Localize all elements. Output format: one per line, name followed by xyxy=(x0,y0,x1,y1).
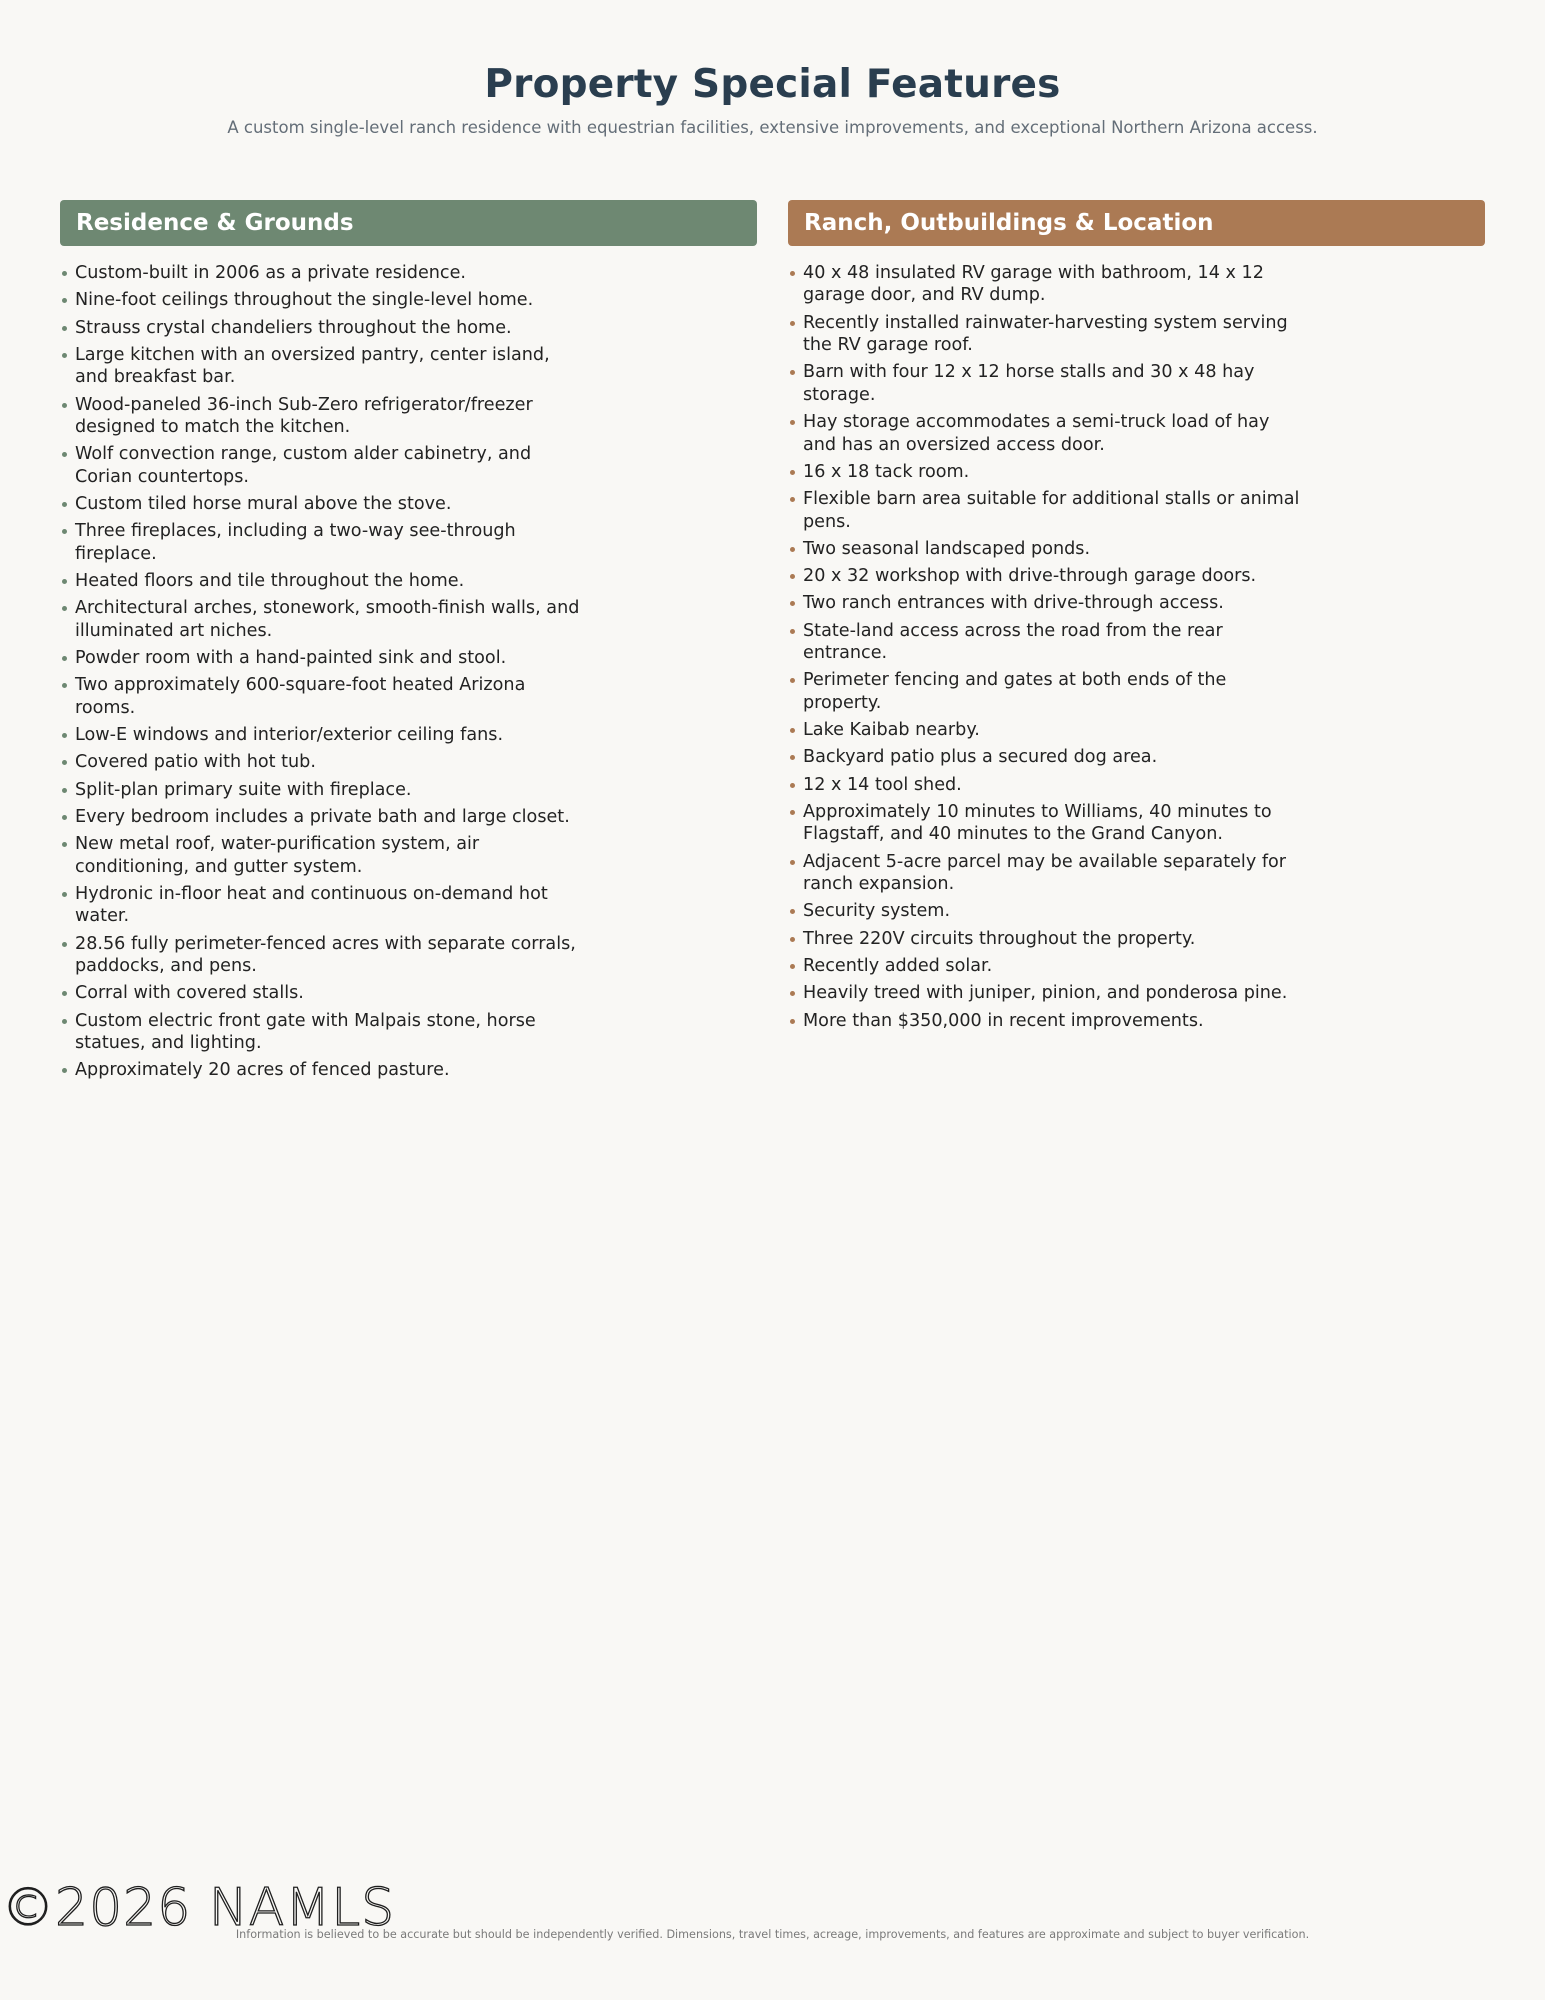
feature-list-item: State-land access across the road from the rear entrance. xyxy=(788,620,1308,665)
feature-list-item: 12 x 14 tool shed. xyxy=(788,774,1308,796)
feature-list-item: 16 x 18 tack room. xyxy=(788,461,1308,483)
page-header xyxy=(0,62,1545,137)
ranch-heading: Ranch, Outbuildings & Location xyxy=(788,200,1485,246)
feature-list-item: Heated floors and tile throughout the home. xyxy=(60,570,580,592)
feature-list-item: New metal roof, water-purification system, air conditioning, and gutter system. xyxy=(60,833,580,878)
feature-list-item: Perimeter fencing and gates at both ends of the property. xyxy=(788,669,1308,714)
feature-list-item: Two seasonal landscaped ponds. xyxy=(788,538,1308,560)
residence-heading: Residence & Grounds xyxy=(60,200,757,246)
residence-list xyxy=(60,262,757,1082)
namls-watermark: ©2026 NAMLS xyxy=(2,1878,396,1938)
feature-list-item: Flexible barn area suitable for additional stalls or animal pens. xyxy=(788,488,1308,533)
feature-list-item: 28.56 fully perimeter-fenced acres with separate corrals, paddocks, and pens. xyxy=(60,933,580,978)
feature-list-item: Approximately 20 acres of fenced pasture. xyxy=(60,1059,580,1081)
feature-list-item: Security system. xyxy=(788,900,1308,922)
feature-list-item: Recently added solar. xyxy=(788,955,1308,977)
feature-list-item: Strauss crystal chandeliers throughout the home. xyxy=(60,317,580,339)
feature-list-item: Large kitchen with an oversized pantry, center island, and breakfast bar. xyxy=(60,344,580,389)
feature-list-item: Three fireplaces, including a two-way see-through fireplace. xyxy=(60,520,580,565)
page-subtitle: A custom single-level ranch residence with equestrian facilities, extensive improvements, and exceptional Northern Arizona access. xyxy=(227,118,1318,137)
feature-list-item: Barn with four 12 x 12 horse stalls and 30 x 48 hay storage. xyxy=(788,361,1308,406)
feature-list-item: Corral with covered stalls. xyxy=(60,982,580,1004)
feature-list-item: Approximately 10 minutes to Williams, 40 minutes to Flagstaff, and 40 minutes to the Grand Canyon. xyxy=(788,801,1308,846)
feature-list-item: Custom tiled horse mural above the stove. xyxy=(60,493,580,515)
feature-list-item: Two ranch entrances with drive-through access. xyxy=(788,592,1308,614)
feature-list-item: Architectural arches, stonework, smooth-finish walls, and illuminated art niches. xyxy=(60,597,580,642)
feature-list-item: Heavily treed with juniper, pinion, and ponderosa pine. xyxy=(788,982,1308,1004)
feature-list-item: Split-plan primary suite with fireplace. xyxy=(60,779,580,801)
feature-list-item: 20 x 32 workshop with drive-through garage doors. xyxy=(788,565,1308,587)
feature-list-item: Adjacent 5-acre parcel may be available separately for ranch expansion. xyxy=(788,851,1308,896)
feature-list-item: 40 x 48 insulated RV garage with bathroom, 14 x 12 garage door, and RV dump. xyxy=(788,262,1308,307)
feature-list-item: More than $350,000 in recent improvements. xyxy=(788,1010,1308,1032)
feature-list-item: Low-E windows and interior/exterior ceiling fans. xyxy=(60,724,580,746)
feature-list-item: Every bedroom includes a private bath and large closet. xyxy=(60,806,580,828)
feature-list-item: Custom electric front gate with Malpais stone, horse statues, and lighting. xyxy=(60,1010,580,1055)
footer-disclaimer: Information is believed to be accurate but should be independently verified. Dimensions, travel times, acreage, improvements, and features are approximate and subject to buyer verification. xyxy=(235,1928,1310,1941)
page-title: Property Special Features xyxy=(484,62,1061,107)
feature-list-item: Covered patio with hot tub. xyxy=(60,751,580,773)
feature-list-item: Custom-built in 2006 as a private residence. xyxy=(60,262,580,284)
feature-list-item: Backyard patio plus a secured dog area. xyxy=(788,746,1308,768)
feature-list-item: Wood-paneled 36-inch Sub-Zero refrigerator/freezer designed to match the kitchen. xyxy=(60,394,580,439)
feature-list-item: Hydronic in-floor heat and continuous on-demand hot water. xyxy=(60,883,580,928)
ranch-section xyxy=(788,200,1485,1037)
feature-list-item: Two approximately 600-square-foot heated Arizona rooms. xyxy=(60,674,580,719)
feature-list-item: Hay storage accommodates a semi-truck load of hay and has an oversized access door. xyxy=(788,411,1308,456)
ranch-list xyxy=(788,262,1485,1032)
feature-list-item: Wolf convection range, custom alder cabinetry, and Corian countertops. xyxy=(60,443,580,488)
feature-list-item: Three 220V circuits throughout the property. xyxy=(788,928,1308,950)
feature-list-item: Lake Kaibab nearby. xyxy=(788,719,1308,741)
feature-list-item: Nine-foot ceilings throughout the single-level home. xyxy=(60,289,580,311)
feature-list-item: Powder room with a hand-painted sink and stool. xyxy=(60,647,580,669)
residence-section xyxy=(60,200,757,1087)
feature-list-item: Recently installed rainwater-harvesting system serving the RV garage roof. xyxy=(788,312,1308,357)
